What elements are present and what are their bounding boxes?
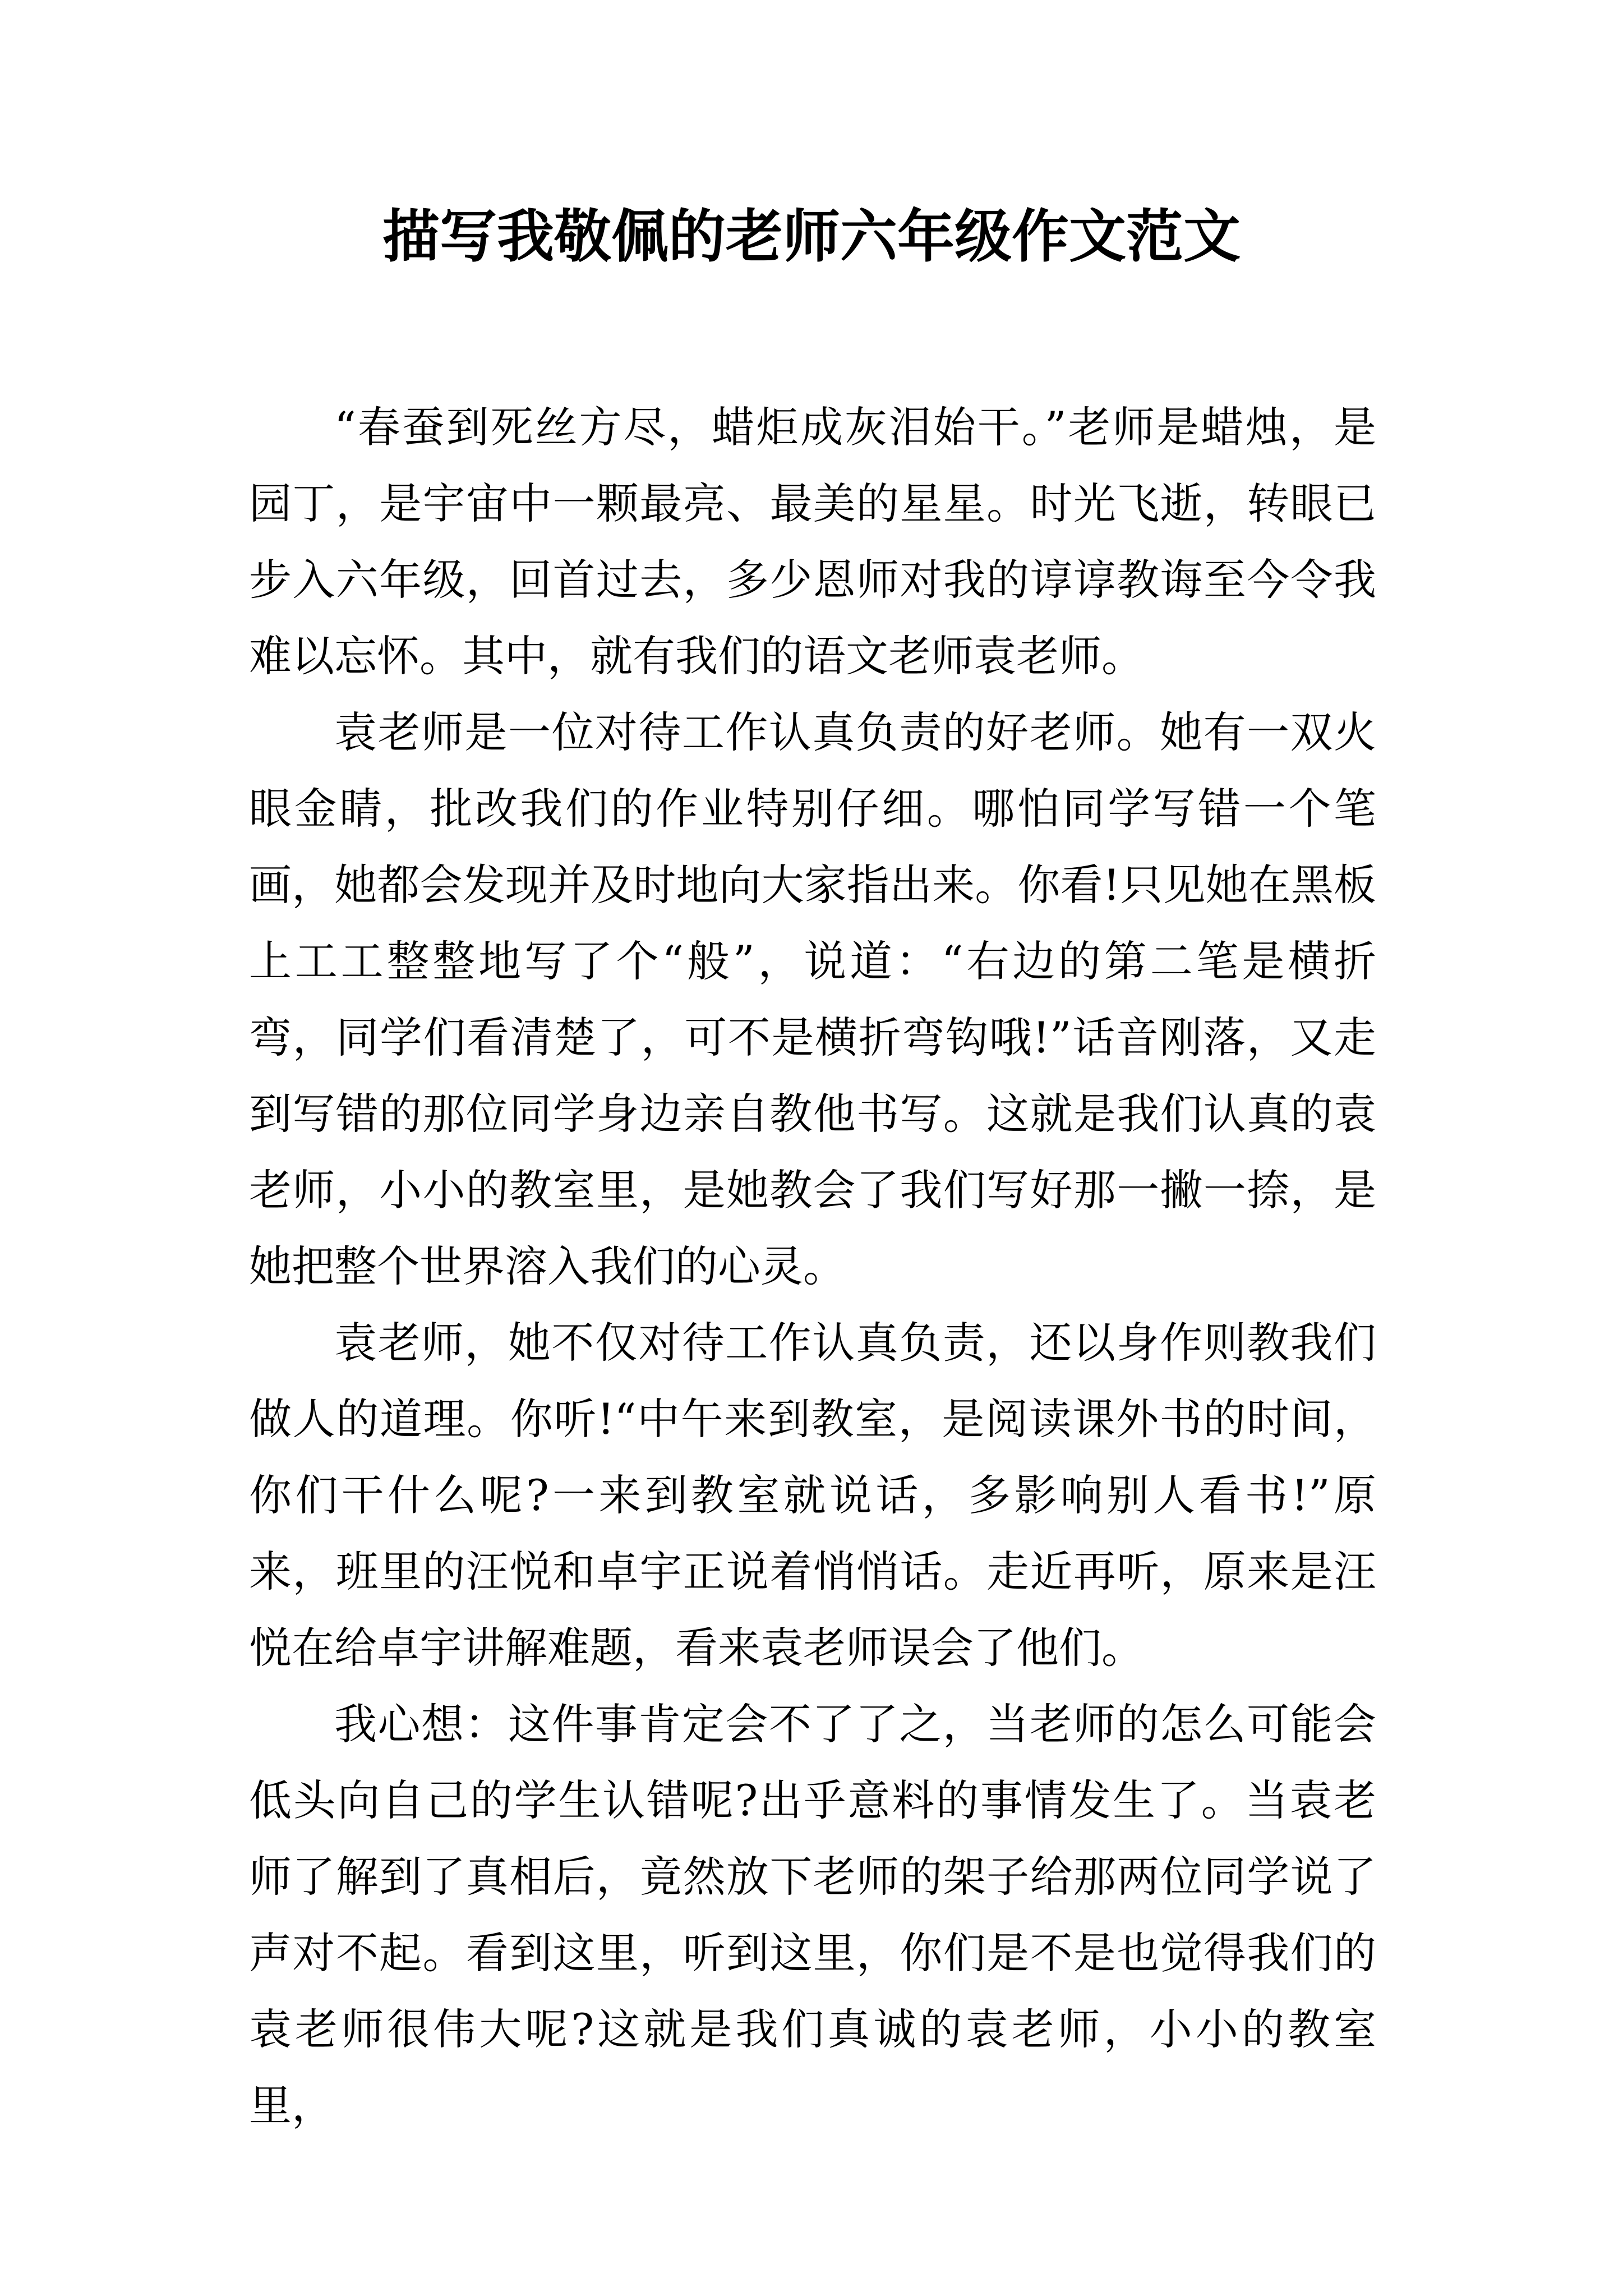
paragraph-3: 袁老师，她不仅对待工作认真负责，还以身作则教我们做人的道理。你听!“中午来到教室，是阅读课外书的时间，你们干什么呢?一来到教室就说话，多影响别人看书!”原来，班里的汪悦和卓宇正说着悄悄话。走近再听，原来是汪悦在给卓宇讲解难题，看来袁老师误会了他们。: [249, 1318, 1376, 1673]
document-body: [249, 389, 1376, 2144]
paragraph-2: 袁老师是一位对待工作认真负责的好老师。她有一双火眼金睛，批改我们的作业特别仔细。哪怕同学写错一个笔画，她都会发现并及时地向大家指出来。你看!只见她在黑板上工工整整地写了个“般”，说道：“右边的第二笔是横折弯，同学们看清楚了，可不是横折弯钩哦!”话音刚落，又走到写错的那位同学身边亲自教他书写。这就是我们认真的袁老师，小小的教室里，是她教会了我们写好那一撇一捺，是她把整个世界溶入我们的心灵。: [249, 707, 1376, 1291]
paragraph-1: “春蚕到死丝方尽，蜡炬成灰泪始干。”老师是蜡烛，是园丁，是宇宙中一颗最亮、最美的星星。时光飞逝，转眼已步入六年级，回首过去，多少恩师对我的谆谆教诲至今令我难以忘怀。其中，就有我们的语文老师袁老师。: [249, 402, 1376, 681]
document-title: 描写我敬佩的老师六年级作文范文: [382, 203, 1241, 270]
paragraph-4: 我心想：这件事肯定会不了了之，当老师的怎么可能会低头向自己的学生认错呢?出乎意料的事情发生了。当袁老师了解到了真相后，竟然放下老师的架子给那两位同学说了声对不起。看到这里，听到这里，你们是不是也觉得我们的袁老师很伟大呢?这就是我们真诚的袁老师，小小的教室里，: [249, 1699, 1376, 2131]
